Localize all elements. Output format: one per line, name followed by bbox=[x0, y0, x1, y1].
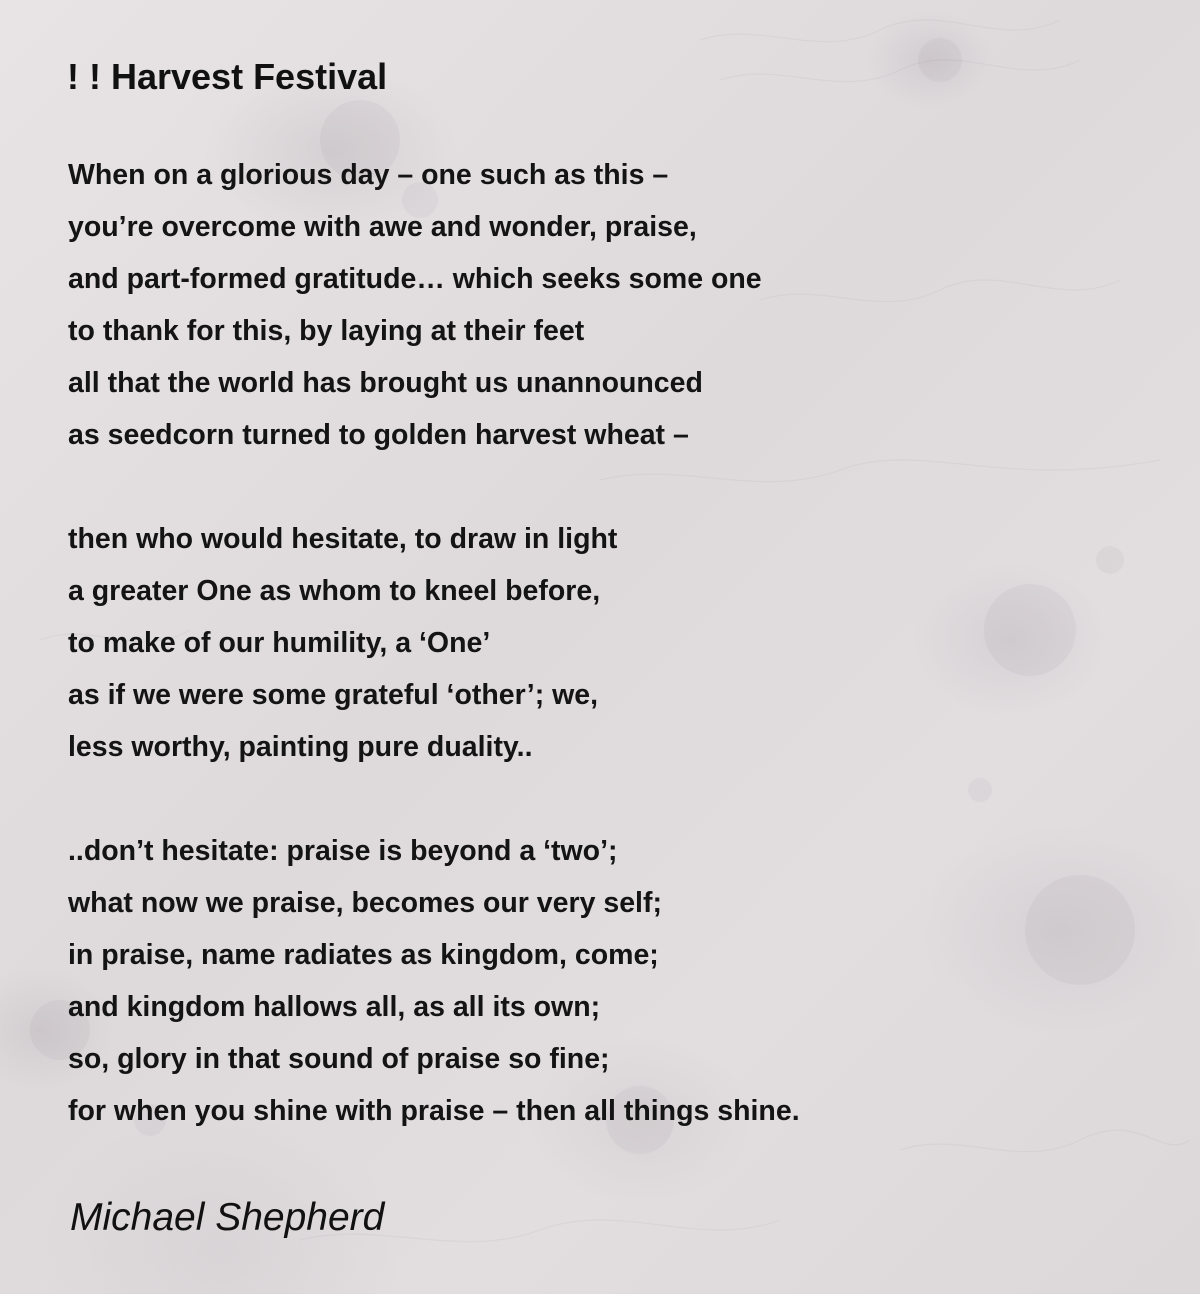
poem-line: as seedcorn turned to golden harvest wheat – bbox=[68, 419, 689, 451]
poem-line: as if we were some grateful ‘other’; we, bbox=[68, 679, 599, 711]
poem-line: all that the world has brought us unannounced bbox=[68, 367, 703, 399]
poem-author: Michael Shepherd bbox=[70, 1196, 385, 1239]
poem-line: in praise, name radiates as kingdom, come; bbox=[68, 939, 659, 971]
poem-title: ! ! Harvest Festival bbox=[67, 56, 388, 97]
poem-line: less worthy, painting pure duality.. bbox=[68, 731, 533, 763]
poem-line: then who would hesitate, to draw in light bbox=[68, 523, 618, 555]
poem-line: a greater One as whom to kneel before, bbox=[68, 575, 601, 607]
poem-line: ..don’t hesitate: praise is beyond a ‘two’; bbox=[68, 835, 618, 867]
stanza-2 bbox=[68, 513, 617, 773]
poem-line: so, glory in that sound of praise so fine; bbox=[68, 1043, 610, 1075]
poem-line: and kingdom hallows all, as all its own; bbox=[68, 991, 601, 1023]
poem-line: what now we praise, becomes our very self; bbox=[68, 887, 662, 919]
poem-line: to thank for this, by laying at their feet bbox=[68, 315, 585, 347]
poem-line: and part-formed gratitude… which seeks some one bbox=[68, 263, 762, 295]
poem-line: When on a glorious day – one such as this – bbox=[68, 159, 669, 191]
poem-line: to make of our humility, a ‘One’ bbox=[68, 627, 491, 659]
stanza-3 bbox=[68, 825, 800, 1137]
stanza-1 bbox=[68, 149, 762, 461]
poem-line: you’re overcome with awe and wonder, praise, bbox=[68, 211, 697, 243]
poem-line: for when you shine with praise – then all things shine. bbox=[68, 1095, 800, 1127]
